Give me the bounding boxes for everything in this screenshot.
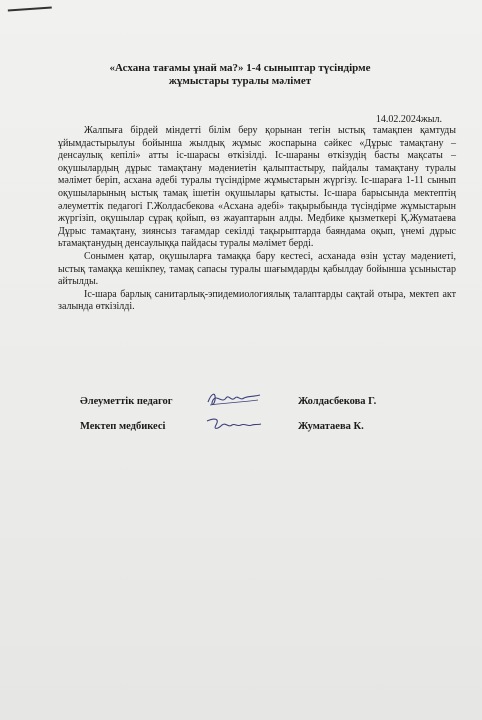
signature-name: Жуматаева К. (298, 421, 364, 432)
title-line-2: жұмыстары туралы мәлімет (168, 75, 312, 87)
document-date: 14.02.2024жыл. (375, 114, 442, 125)
paragraph-3: Іс-шара барлық санитарлық-эпидемиологиялық талаптарды сақтай отыра, мектеп акт залында өткізілді. (58, 288, 456, 313)
paragraph-2: Сонымен қатар, оқушыларға тамаққа бару кестесі, асханада өзін ұстау мәдениеті, ыстық тамаққа кешікпеу, тамақ сапасы туралы шағымдарды қабылдау бойынша ұсыныстар айтылды. (58, 250, 456, 288)
title-line-1: «Асхана тағамы ұнай ма?» 1-4 сыныптар түсіндірме (109, 62, 371, 74)
document-title (70, 62, 410, 88)
paragraph-1: Жалпыға бірдей міндетті білім беру қорынан тегін ыстық тамақпен қамтуды ұйымдастырылуы бойынша жылдық жұмыс жоспарына сәйкес «Дұрыс тамақтану – денсаулық кепілі» атты іс-шарасы өткізілді. Іс-шараны өткізудің басты мақсаты – оқушылардың дұрыс тамақтану мәдениетін қалыптастыру, пайдалы тамақтану туралы мәлімет беріп, асхана әдебі туралы түсіндірме жұмыстарын жүргізу. Іс-шараға 1-11 сынып оқушыларының ыстық тамақ ішетін оқушылары қатысты. Іс-шара барысында мектептің әлеуметтік педагогі Г.Жолдасбекова «Асхана әдебі» тақырыбында түсіндірме жұмыстарын жүргізіп, оқушылар сұрақ қойып, өз жауаптарын алды. Медбике қызметкері Қ.Жуматаева Дұрыс тамақтану, зиянсыз тағамдар секілді тақырыптарда баяндама оқып, үнемі дұрыс ьтамақтанудың денсаулыққа пайдасы туралы мәлімет берді. (58, 125, 456, 250)
signature-role: Әлеуметтік педагог (80, 396, 173, 407)
pen-mark (8, 6, 52, 17)
handwritten-signature-1 (204, 388, 264, 410)
handwritten-signature-2 (204, 413, 264, 435)
signature-name: Жолдасбекова Г. (298, 396, 377, 407)
signature-role: Мектеп медбикесі (80, 421, 166, 432)
document-body (58, 125, 456, 314)
